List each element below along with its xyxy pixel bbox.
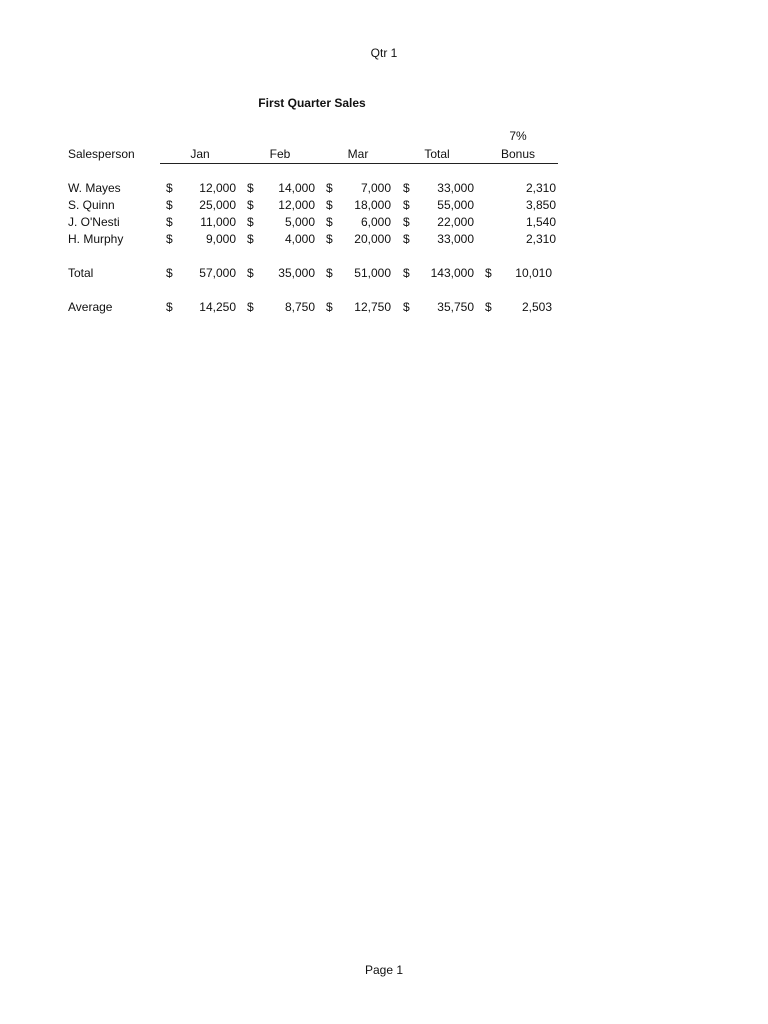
currency-symbol: $ <box>403 215 410 229</box>
page-footer: Page 1 <box>364 963 404 977</box>
jan-average: 14,250 <box>199 300 236 314</box>
salesperson-name: H. Murphy <box>68 232 124 246</box>
currency-symbol: $ <box>166 198 173 212</box>
jan-value: 11,000 <box>200 215 236 229</box>
mar-value: 7,000 <box>360 181 391 195</box>
jan-value: 12,000 <box>199 181 236 195</box>
mar-average: 12,750 <box>354 300 391 314</box>
currency-symbol: $ <box>403 198 410 212</box>
salesperson-name: S. Quinn <box>68 198 115 212</box>
total-value: 22,000 <box>437 215 474 229</box>
currency-symbol: $ <box>247 300 254 314</box>
total-value: 33,000 <box>437 181 474 195</box>
header-feb: Feb <box>269 147 291 161</box>
feb-value: 12,000 <box>278 198 315 212</box>
currency-symbol: $ <box>247 215 254 229</box>
jan-total: 57,000 <box>199 266 236 280</box>
mar-total: 51,000 <box>354 266 391 280</box>
header-mar: Mar <box>347 147 369 161</box>
bonus-value: 2,310 <box>525 181 556 195</box>
currency-symbol: $ <box>403 232 410 246</box>
total-average: 35,750 <box>437 300 474 314</box>
currency-symbol: $ <box>403 300 410 314</box>
feb-average: 8,750 <box>284 300 315 314</box>
currency-symbol: $ <box>326 300 333 314</box>
currency-symbol: $ <box>247 266 254 280</box>
currency-symbol: $ <box>166 300 173 314</box>
currency-symbol: $ <box>247 232 254 246</box>
averages-label: Average <box>68 300 113 314</box>
mar-value: 6,000 <box>360 215 391 229</box>
feb-value: 5,000 <box>284 215 315 229</box>
currency-symbol: $ <box>485 300 492 314</box>
feb-total: 35,000 <box>278 266 315 280</box>
bonus-value: 1,540 <box>525 215 556 229</box>
currency-symbol: $ <box>247 198 254 212</box>
mar-value: 18,000 <box>354 198 391 212</box>
page-header: Qtr 1 <box>370 46 398 60</box>
bonus-value: 3,850 <box>525 198 556 212</box>
currency-symbol: $ <box>326 232 333 246</box>
feb-value: 4,000 <box>284 232 315 246</box>
currency-symbol: $ <box>326 215 333 229</box>
currency-symbol: $ <box>166 232 173 246</box>
sheet-title: First Quarter Sales <box>258 96 366 110</box>
bonus-value: 2,310 <box>525 232 556 246</box>
salesperson-name: J. O'Nesti <box>68 215 120 229</box>
header-total: Total <box>424 147 450 161</box>
bonus-average: 2,503 <box>521 300 552 314</box>
jan-value: 25,000 <box>199 198 236 212</box>
currency-symbol: $ <box>403 266 410 280</box>
currency-symbol: $ <box>403 181 410 195</box>
currency-symbol: $ <box>166 215 173 229</box>
currency-symbol: $ <box>485 266 492 280</box>
jan-value: 9,000 <box>205 232 236 246</box>
salesperson-name: W. Mayes <box>68 181 121 195</box>
header-bonus-pct: 7% <box>509 129 527 143</box>
total-value: 33,000 <box>437 232 474 246</box>
currency-symbol: $ <box>247 181 254 195</box>
mar-value: 20,000 <box>354 232 391 246</box>
header-jan: Jan <box>190 147 210 161</box>
currency-symbol: $ <box>166 181 173 195</box>
header-bonus: Bonus <box>500 147 536 161</box>
total-value: 55,000 <box>437 198 474 212</box>
grand-total: 143,000 <box>430 266 474 280</box>
bonus-total: 10,010 <box>515 266 552 280</box>
currency-symbol: $ <box>326 198 333 212</box>
header-rule <box>160 163 558 164</box>
currency-symbol: $ <box>326 266 333 280</box>
feb-value: 14,000 <box>278 181 315 195</box>
currency-symbol: $ <box>326 181 333 195</box>
currency-symbol: $ <box>166 266 173 280</box>
header-salesperson: Salesperson <box>68 147 135 161</box>
totals-label: Total <box>68 266 94 280</box>
